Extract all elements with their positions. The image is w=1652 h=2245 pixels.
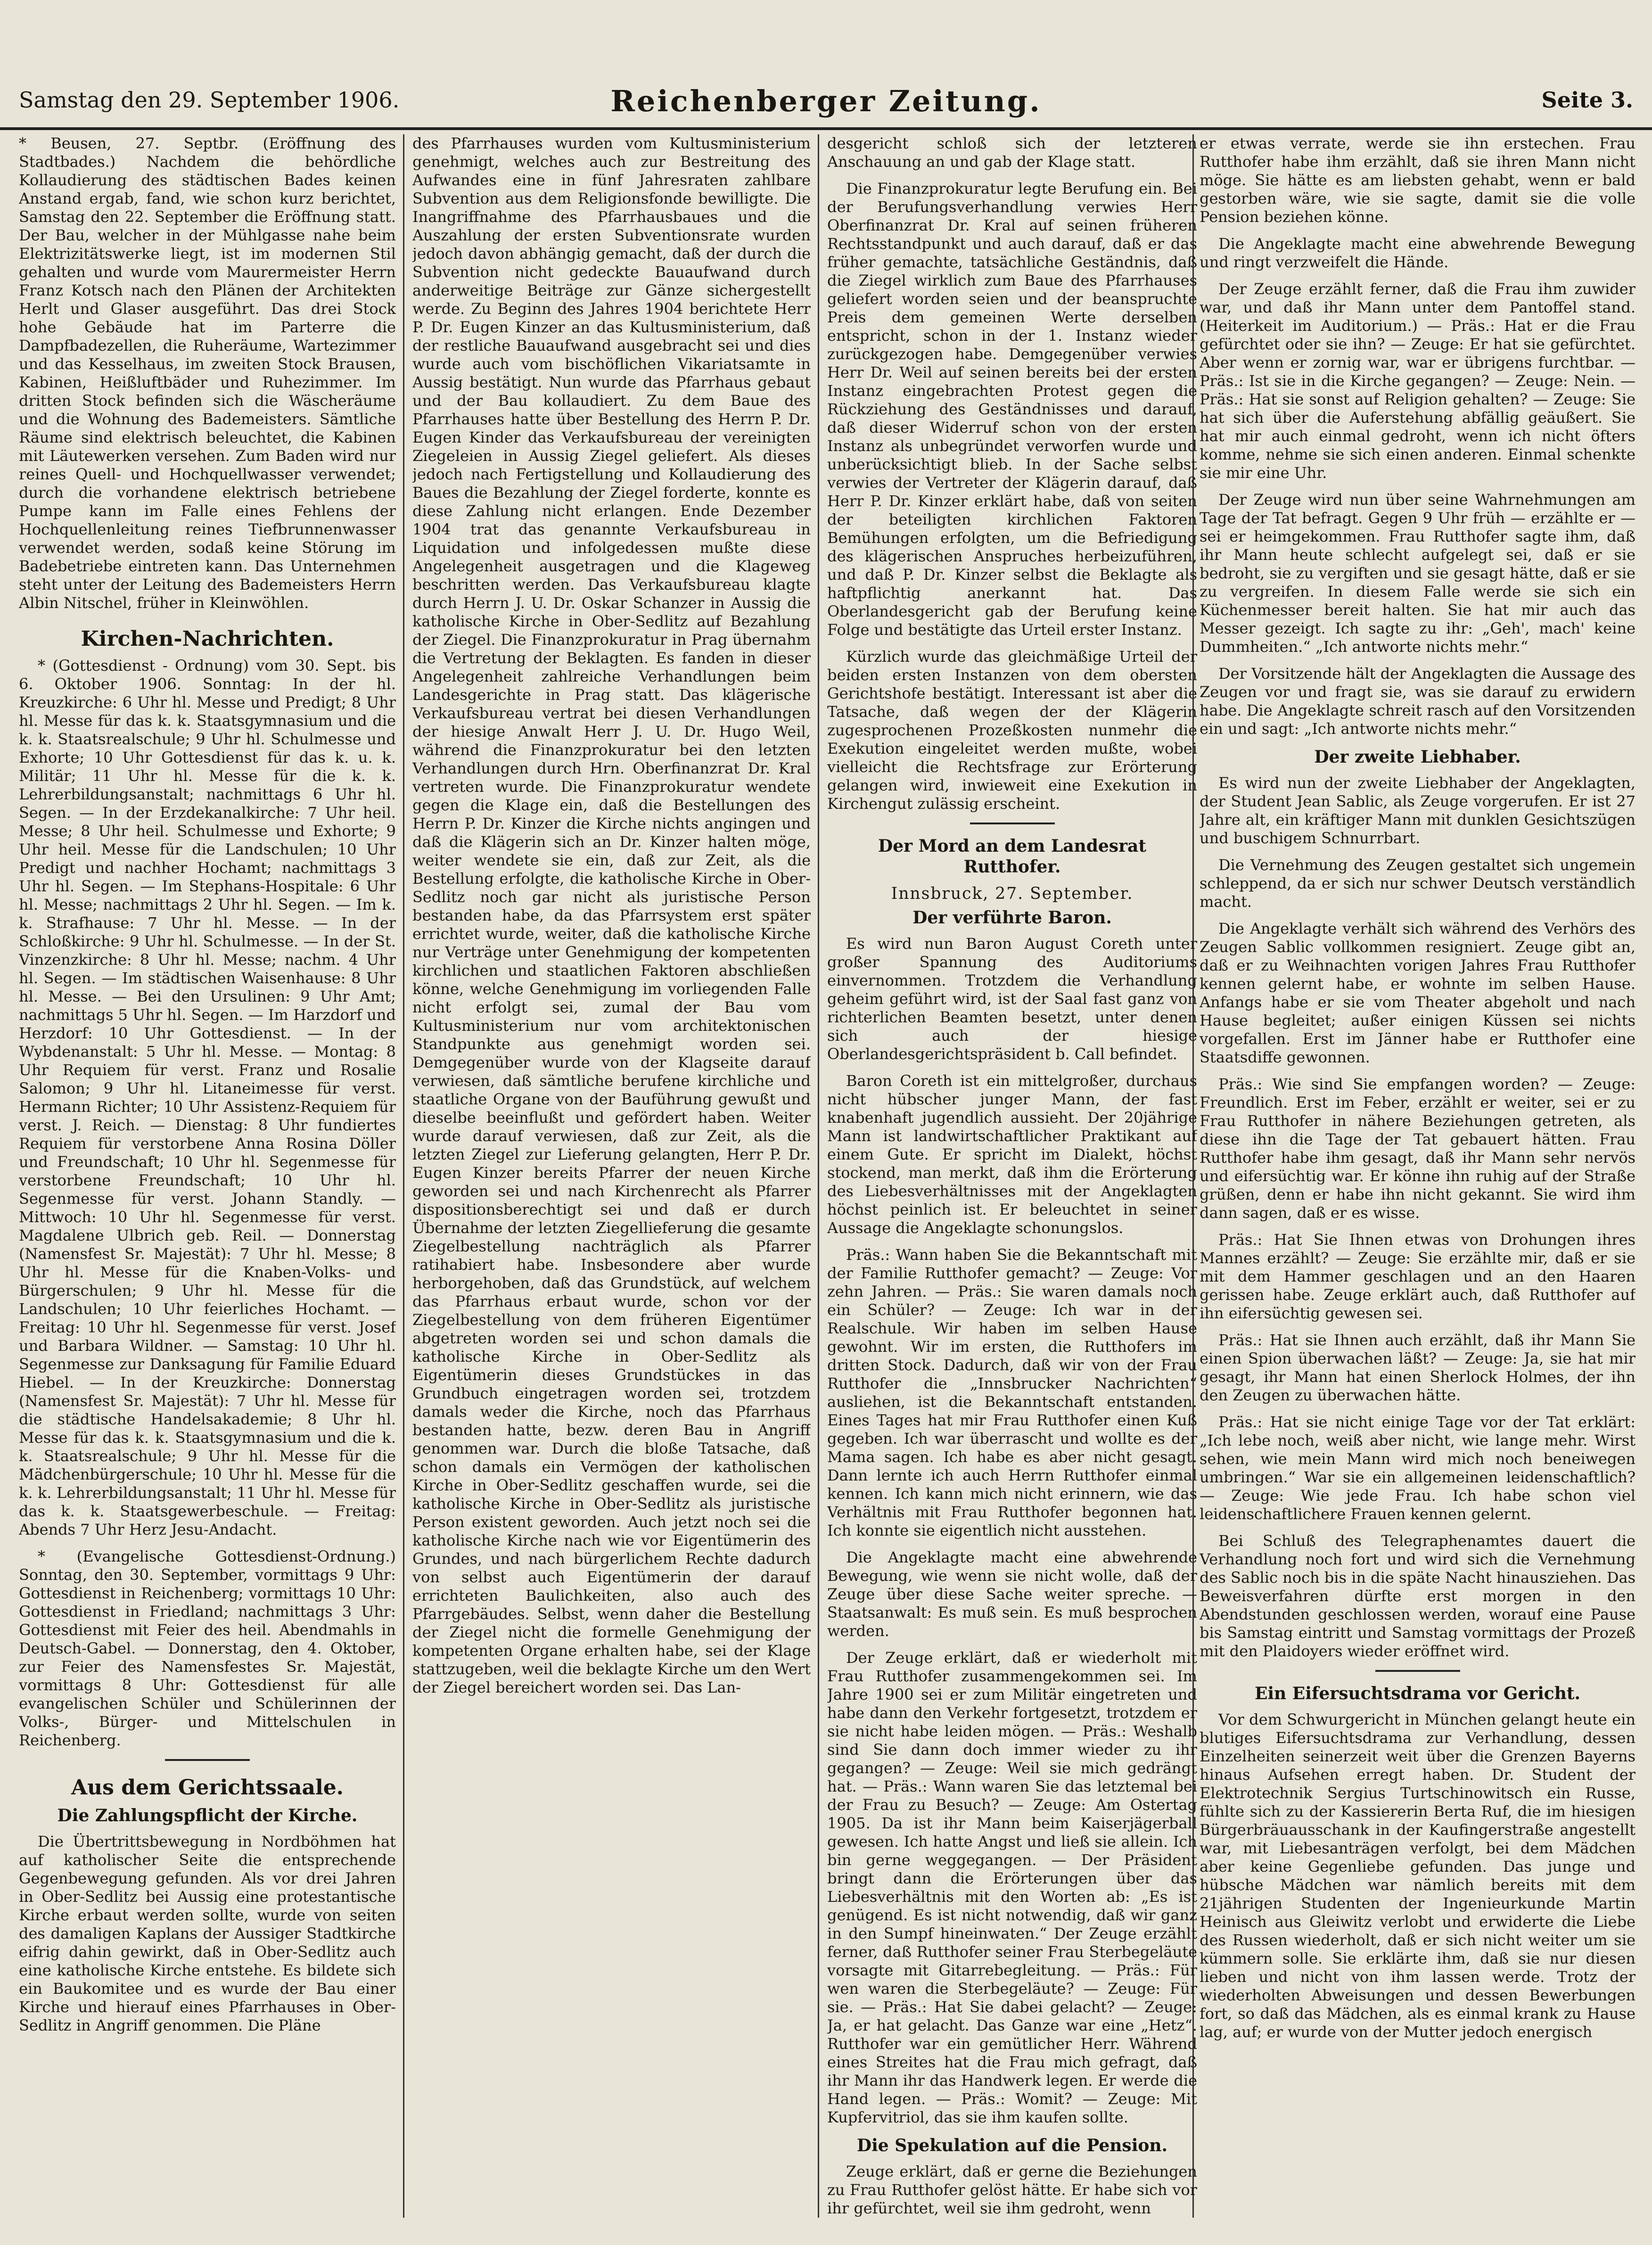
- article-oberster-gerichtshof: Kürzlich wurde das gleichmäßige Urteil der beiden ersten Instanzen von dem obersten Gerichtshofe bestätigt. Interessant ist aber die Tatsache, daß wegen der der Klägerin zugesprochenen Prozeßkosten nunmehr die Exekution eingeleitet werden mußte, wobei vielleicht die Rechtsfrage zur Erörterung gelangen wird, inwieweit eine Exekution in Kirchengut zulässig erscheint.: [827, 648, 1197, 813]
- issue-date: Samstag den 29. September 1906.: [19, 87, 400, 113]
- column-divider: [818, 134, 819, 2218]
- article-title-eifersuchtsdrama: Ein Eifersuchtsdrama vor Gericht.: [1254, 1684, 1581, 1703]
- paragraph: Präs.: Wann haben Sie die Bekanntschaft mit der Familie Rutthofer gemacht? — Zeuge: Vor zehn Jahren. — Präs.: Sie waren damals noch ein Schüler? — Zeuge: Ich war in der Realschule. Wir haben im selben Hause gewohnt. Wir im ersten, die Rutthofers im dritten Stock. Dadurch, daß wir von der Frau Rutthofer die „Innsbrucker Nachrichten“ ausliehen, ist die Bekanntschaft entstanden. Eines Tages hat mir Frau Rutthofer einen Kuß gegeben. Ich war überrascht und wollte es der Mama sagen. Ich habe es aber nicht gesagt. Dann lernte ich auch Herrn Rutthofer einmal kennen. Ich kann mich nicht erinnern, wie das Verhältnis mit Frau Rutthofer begonnen hat. Ich konnte sie eigentlich nicht ausstehen.: [827, 1246, 1197, 1539]
- paragraph: Präs.: Wie sind Sie empfangen worden? — Zeuge: Freundlich. Erst im Feber, erzählt er weiter, sei er zu Frau Rutthofer in nähere Beziehungen getreten, als diese ihn die Tage der Tat gebauert hätten. Frau Rutthofer habe ihm gesagt, daß ihr Mann sehr nervös und eifersüchtig war. Er könne ihn ruhig auf der Straße grüßen, denn er habe ihn nicht gekannt. Sie wird ihm dann sagen, daß er es wisse.: [1200, 1075, 1636, 1222]
- paragraph: Zeuge erklärt, daß er gerne die Beziehungen zu Frau Rutthofer gelöst hätte. Er habe sich vor ihr gefürchtet, weil sie ihm gedroht, wenn: [827, 2163, 1197, 2217]
- section-divider: [165, 1759, 250, 1761]
- article-gottesdienst-ordnung: * (Gottesdienst - Ordnung) vom 30. Sept. bis 6. Oktober 1906. Sonntag: In der hl. Kreuzkirche: 6 Uhr hl. Messe und Predigt; 8 Uhr hl. Messe für das k. k. Staatsgymnasium und die k. k. Staatsrealschule; 9 Uhr hl. Schulmesse und Exhorte; 10 Uhr Gottesdienst für das k. u. k. Militär; 11 Uhr hl. Messe für die k. k. Lehrerbildungsanstalt; nachmittags 6 Uhr hl. Segen. — In der Erzdekanalkirche: 7 Uhr heil. Messe; 8 Uhr heil. Schulmesse und Exhorte; 9 Uhr heil. Messe für die Landschulen; 10 Uhr Predigt und nachher Hochamt; nachmittags 3 Uhr hl. Segen. — Im Stephans-Hospitale: 6 Uhr hl. Messe; nachmittags 2 Uhr hl. Segen. — Im k. k. Strafhause: 7 Uhr hl. Messe. — In der Schloßkirche: 9 Uhr hl. Schulmesse. — In der St. Vinzenzkirche: 8 Uhr hl. Messe; nachm. 4 Uhr hl. Segen. — Im städtischen Waisenhause: 8 Uhr hl. Messe. — Bei den Ursulinen: 9 Uhr Amt; nachmittags 5 Uhr hl. Segen. — Im Harzdorf und Herzdorf: 10 Uhr Gottesdienst. — In der Wybdenanstalt: 5 Uhr hl. Messe. — Montag: 8 Uhr Requiem für verst. Franz und Rosalie Salomon; 9 Uhr hl. Litaneimesse für verst. Hermann Richter; 10 Uhr Assistenz-Requiem für verst. J. Reich. — Dienstag: 8 Uhr fundiertes Requiem für verstorbene Anna Rosina Döller und Freundschaft; 10 Uhr hl. Segenmesse für verstorbene Freundschaft; 10 Uhr hl. Segenmesse für verst. Johann Standly. — Mittwoch: 10 Uhr hl. Segenmesse für verst. Magdalene Ulbrich geb. Reil. — Donnerstag (Namensfest Sr. Majestät): 7 Uhr hl. Messe; 8 Uhr hl. Messe für die Knaben-Volks- und Bürgerschulen; 9 Uhr hl. Messe für die Landschulen; 10 Uhr feierliches Hochamt. — Freitag: 10 Uhr hl. Segenmesse für verst. Josef und Barbara Wildner. — Samstag: 10 Uhr hl. Segenmesse zur Danksagung für Familie Eduard Hiebel. — In der Kreuzkirche: Donnerstag (Namensfest Sr. Majestät): 7 Uhr hl. Messe für die städtische Handelsakademie; 8 Uhr hl. Messe für das k. k. Staatsgymnasium und die k. k. Staatsrealschule; 9 Uhr hl. Messe für die Mädchenbürgerschule; 10 Uhr hl. Messe für die k. k. Lehrerbildungsanstalt; 11 Uhr hl. Messe für das k. k. Staatsgewerbeschule. — Freitag: Abends 7 Uhr Herz Jesu-Andacht.: [19, 657, 396, 1538]
- paragraph: Der Zeuge erklärt, daß er wiederholt mit Frau Rutthofer zusammengekommen sei. Im Jahre 1900 sei er zum Militär eingetreten und habe dann den Verkehr fortgesetzt, trotzdem er sie nicht habe leiden mögen. — Präs.: Weshalb sind Sie dann doch immer wieder zu ihr gegangen? — Zeuge: Weil sie mich gedrängt hat. — Präs.: Wann waren Sie das letztemal bei der Frau zu Besuch? — Zeuge: Am Ostertag 1905. Da ist ihr Mann beim Kaiserjägerball gewesen. Ich hatte Angst und ließ sie allein. Ich bin gerne weggegangen. — Der Präsident bringt dann die Erörterungen über das Liebesverhältnis mit den Worten ab: „Es ist genügend. Es ist nicht notwendig, daß wir ganz in den Sumpf hineinwaten.“ Der Zeuge erzählt ferner, daß Rutthofer seiner Frau Sterbegeläute vorsagte mit Gitarrebegleitung. — Präs.: Für wen waren die Sterbegeläute? — Zeuge: Für sie. — Präs.: Hat Sie dabei gelacht? — Zeuge: Ja, er hat gelacht. Das Ganze war eine „Hetz“. Rutthofer war ein gemütlicher Herr. Während eines Streites hat die Frau mich gefragt, daß ihr Mann ihr das Handwerk legen. Er werde die Hand legen. — Präs.: Womit? — Zeuge: Mit Kupfervitriol, das sie ihm kaufen sollte.: [827, 1649, 1197, 2126]
- article-title-zahlungspflicht: Die Zahlungspflicht der Kirche.: [57, 1806, 358, 1826]
- section-divider: [1375, 1670, 1460, 1672]
- paragraph: Präs.: Hat sie nicht einige Tage vor der Tat erklärt: „Ich lebe noch, weiß aber nicht, wie lange mehr. Wirst sehen, wie mein Mann wird mich noch beneiwegen umbringen.“ War sie ein allgemeinen leidenschaftlich? — Zeuge: Wie jede Frau. Ich habe schon viel leidenschaftlichere Frauen kennen gelernt.: [1200, 1413, 1636, 1523]
- article-zahlungspflicht-continued: des Pfarrhauses wurden vom Kultusministerium genehmigt, welches auch zur Bestreitung des Aufwandes eine in fünf Jahresraten zahlbare Subvention aus dem Religionsfonde bewilligte. Die Inangriffnahme des Pfarrhausbaues und die Auszahlung der ersten Subventionsrate wurden jedoch davon abhängig gemacht, daß der durch die Subvention nicht gedeckte Bauaufwand durch anderweitige Beiträge zur Gänze sichergestellt werde. Zu Beginn des Jahres 1904 berichtete Herr P. Dr. Eugen Kinzer an das Kultusministerium, daß der restliche Bauaufwand ausgebracht sei und dies wurde auch vom bischöflichen Vikariatsamte in Aussig bestätigt. Nun wurde das Pfarrhaus gebaut und der Bau kollaudiert. Zu dem Baue des Pfarrhauses hatte über Bestellung des Herrn P. Dr. Eugen Kinder das Verkaufsbureau der vereinigten Ziegeleien in Aussig Ziegel geliefert. Als dieses jedoch nach Fertigstellung und Kollaudierung des Baues die Bezahlung der Ziegel forderte, konnte es diese Zahlung nicht erlangen. Ende Dezember 1904 trat das genannte Verkaufsbureau in Liquidation und infolgedessen mußte diese Angelegenheit ausgetragen und die Klageweg beschritten werden. Das Verkaufsbureau klagte durch Herrn J. U. Dr. Oskar Schanzer in Aussig die katholische Kirche in Ober-Sedlitz auf Bezahlung der Ziegel. Die Finanzprokuratur in Prag übernahm die Vertretung der Beklagten. Es fanden in dieser Angelegenheit zahlreiche Verhandlungen beim Landesgerichte in Prag statt. Das klägerische Verkaufsbureau vertrat bei diesen Verhandlungen der hiesige Anwalt Herr J. U. Dr. Hugo Weil, während die Finanzprokuratur bei den letzten Verhandlungen durch Hrn. Oberfinanzrat Dr. Kral vertreten wurde. Die Finanzprokuratur wendete gegen die Klage ein, daß die Bestellungen des Herrn P. Dr. Kinzer die Kirche nichts angingen und daß die Klägerin sich an Dr. Kinzer halten möge, weiter wendete sie ein, daß zur Zeit, als die Bestellung erfolgte, die katholische Kirche in Ober-Sedlitz noch gar nicht als juristische Person bestanden habe, da das Pfarrsystem erst später errichtet wurde, weiter, daß die katholische Kirche nur Verträge unter Genehmigung der kompetenten kirchlichen und staatlichen Faktoren abschließen könne, welche Genehmigung im vorliegenden Falle nicht erfolgt sei, zumal der Bau vom Kultusministerium nur vom architektonischen Standpunkte aus genehmigt worden sei. Demgegenüber wurde von der Klagseite darauf verwiesen, daß sämtliche berufene kirchliche und staatliche Organe von der Bauführung gewußt und dieselbe beeinflußt und gefördert haben. Weiter wurde darauf verwiesen, daß zur Zeit, als die letzten Ziegel zur Lieferung gelangten, Herr P. Dr. Eugen Kinzer bereits Pfarrer der neuen Kirche geworden sei und nach Kirchenrecht als Pfarrer dispositionsberechtigt sei und daß er durch Übernahme der letzten Ziegellieferung die gesamte Ziegelbestellung nachträglich als Pfarrer ratihabiert habe. Insbesondere aber wurde herborgehoben, daß das Grundstück, auf welchem das Pfarrhaus erbaut wurde, schon vor der Ziegelbestellung von dem früheren Eigentümer abgetreten worden sei und schon damals die katholische Kirche in Ober-Sedlitz als Eigentümerin dieses Grundstückes in das Grundbuch eingetragen worden sei, trotzdem damals weder die Kirche, noch das Pfarrhaus bestanden hatte, bezw. deren Bau in Angriff genommen war. Durch die bloße Tatsache, daß schon damals ein Vermögen der katholischen Kirche in Ober-Sedlitz geschaffen wurde, sei die katholische Kirche in Ober-Sedlitz als juristische Person existent geworden. Auch jetzt noch sei die katholische Kirche nach wie vor Eigentümerin des Grundes, und nach bürgerlichem Rechte dadurch von selbst auch Eigentümerin der darauf errichteten Baulichkeiten, also auch des Pfarrgebäudes. Selbst, wenn daher die Bestellung der Ziegel nicht die formelle Genehmigung der kompetenten Organe erhalten habe, sei der Klage stattzugeben, weil die beklagte Kirche um den Wert der Ziegel bereichert worden sei. Das Lan-: [412, 134, 811, 1696]
- subheading-verfuehrte-baron: Der verführte Baron.: [912, 908, 1112, 928]
- paragraph: Baron Coreth ist ein mittelgroßer, durchaus nicht hübscher junger Mann, der fast knabenhaft jugendlich aussieht. Der 20jährige Mann ist landwirtschaftlicher Praktikant auf einem Gute. Er spricht im Dialekt, höchst stockend, man merkt, daß ihm die Erörterung des Liebesverhältnisses mit der Angeklagten höchst peinlich ist. Er beleuchtet in seiner Aussage die Angeklagte schonungslos.: [827, 1072, 1197, 1237]
- paragraph: Der Zeuge erzählt ferner, daß die Frau ihm zuwider war, und daß ihr Mann unter dem Pantoffel stand. (Heiterkeit im Auditorium.) — Präs.: Hat er die Frau gefürchtet oder sie ihn? — Zeuge: Er hat sie gefürchtet. Aber wenn er zornig war, war er übrigens furchtbar. — Präs.: Ist sie in die Kirche gegangen? — Zeuge: Nein. — Präs.: Hat sie sonst auf Religion gehalten? — Zeuge: Sie hat sich über die Auferstehung abfällig geäußert. Sie hat mir auch einmal gedroht, wenn ich nicht öfters komme, nehme sie sich einen anderen. Einmal schenkte sie mir eine Uhr.: [1200, 280, 1636, 482]
- paragraph: Es wird nun der zweite Liebhaber der Angeklagten, der Student Jean Sablic, als Zeuge vorgerufen. Er ist 27 Jahre alt, ein kräftiger Mann mit dunklen Gesichtszügen und buschigem Schnurrbart.: [1200, 774, 1636, 847]
- paragraph: Die Angeklagte macht eine abwehrende Bewegung, wie wenn sie nicht wolle, daß der Zeuge über diese Sache weiter spreche. — Staatsanwalt: Es muß sein. Es muß besprochen werden.: [827, 1548, 1197, 1640]
- section-heading-church-news: Kirchen-Nachrichten.: [81, 627, 334, 651]
- masthead: [0, 0, 1652, 130]
- section-divider: [970, 822, 1055, 824]
- paragraph: Die Angeklagte macht eine abwehrende Bewegung und ringt verzweifelt die Hände.: [1200, 235, 1636, 271]
- paragraph: Präs.: Hat sie Ihnen auch erzählt, daß ihr Mann Sie einen Spion überwachen läßt? — Zeuge: Ja, sie hat mir gesagt, ihr Mann hat einen Sherlock Holmes, der ihn den Zeugen zu überwachen hätte.: [1200, 1331, 1636, 1404]
- paragraph: Bei Schluß des Telegraphenamtes dauert die Verhandlung noch fort und wird sich die Vernehmung des Sablic noch bis in die späte Nacht hinausziehen. Das Beweisverfahren dürfte erst morgen in den Abendstunden geschlossen werden, worauf eine Pause bis Samstag eintritt und Samstag vormittags der Prozeß mit den Plaidoyers wieder eröffnet wird.: [1200, 1532, 1636, 1660]
- newspaper-title: Reichenberger Zeitung.: [610, 84, 1042, 118]
- article-zahlungspflicht-end: desgericht schloß sich der letzteren Anschauung an und gab der Klage statt.: [827, 134, 1197, 171]
- paragraph: Präs.: Hat Sie Ihnen etwas von Drohungen ihres Mannes erzählt? — Zeuge: Sie erzählte mir, daß er sie mit dem Hammer geschlagen und an den Haaren gerissen habe. Zeuge erklärt auch, daß Rutthofer auf ihn eifersüchtig gewesen sei.: [1200, 1231, 1636, 1322]
- column-3: [827, 134, 1197, 2232]
- subheading-zweite-liebhaber: Der zweite Liebhaber.: [1314, 747, 1521, 767]
- column-divider: [403, 134, 404, 2218]
- article-zahlungspflicht-start: Die Übertrittsbewegung in Nordböhmen hat auf katholischer Seite die entsprechende Gegenbewegung gefunden. Als vor drei Jahren in Ober-Sedlitz bei Aussig eine protestantische Kirche erbaut werden sollte, wurde von seiten des damaligen Kaplans der Aussiger Stadtkirche eifrig dahin gewirkt, daß in Ober-Sedlitz auch eine katholische Kirche entstehe. Es bildete sich ein Baukomitee und es wurde der Bau einer Kirche und hierauf eines Pfarrhauses in Ober-Sedlitz in Angriff genommen. Die Pläne: [19, 1833, 396, 2034]
- paragraph: Es wird nun Baron August Coreth unter großer Spannung des Auditoriums einvernommen. Trotzdem die Verhandlung geheim geführt wird, ist der Saal fast ganz von richterlichen Beamten besetzt, unter denen sich auch der hiesige Oberlandesgerichtspräsident b. Call befindet.: [827, 935, 1197, 1063]
- article-title-mord-rutthofer: Der Mord an dem Landesrat Rutthofer.: [878, 836, 1146, 877]
- paragraph: Die Angeklagte verhält sich während des Verhörs des Zeugen Sablic vollkommen resigniert. Zeuge gibt an, daß er zu Weihnachten vorigen Jahres Frau Rutthofer kennen gelernt habe, er wohnte im selben Hause. Anfangs habe er sie vom Theater abgeholt und nach Hause begleitet; außer einigen Küssen sei nichts vorgefallen. Erst im Jänner habe er Rutthofer eine Staatsdiffe gewonnen.: [1200, 920, 1636, 1066]
- paragraph: Der Vorsitzende hält der Angeklagten die Aussage des Zeugen vor und fragt sie, was sie darauf zu erwidern habe. Die Angeklagte schreit rasch auf den Vorsitzenden ein und sagt: „Ich antworte nichts mehr.“: [1200, 665, 1636, 738]
- article-eifersuchtsdrama: Vor dem Schwurgericht in München gelangt heute ein blutiges Eifersuchtsdrama zur Verhandlung, dessen Einzelheiten seinerzeit weit über die Grenzen Bayerns hinaus Aufsehen erregt haben. Dr. Student der Elektrotechnik Sergius Turtschinowitsch ein Russe, fühlte sich zu der Kassiererin Berta Ruf, die im hiesigen Bürgerbräuausschank in der Kaufingerstraße angestellt war, mit Liebesanträgen verfolgt, bei dem Mädchen aber keine Gegenliebe gefunden. Das junge und hübsche Mädchen war nämlich bereits mit dem 21jährigen Studenten der Ingenieurkunde Martin Heinisch aus Gleiwitz verlobt und erwiderte die Liebe des Russen wiederholt, daß er sich nicht weiter um sie kümmern solle. Sie erklärte ihm, daß sie nur diesen lieben und nicht von ihm lassen werde. Trotz der wiederholten Abweisungen und dessen Bewerbungen fort, so daß das Mädchen, als es einmal krank zu Hause lag, auf; er wurde von der Mutter jedoch energisch: [1200, 1710, 1636, 2041]
- article-evangelische-ordnung: * (Evangelische Gottesdienst-Ordnung.) Sonntag, den 30. September, vormittags 9 Uhr: Gottesdienst in Reichenberg; vormittags 10 Uhr: Gottesdienst in Friedland; nachmittags 3 Uhr: Gottesdienst mit Feier des heil. Abendmahls in Deutsch-Gabel. — Donnerstag, den 4. Oktober, zur Feier des Namensfestes Sr. Majestät, vormittags 8 Uhr: Gottesdienst für alle evangelischen Schüler und Schülerinnen der Volks-, Bürger- und Mittelschulen in Reichenberg.: [19, 1547, 396, 1749]
- paragraph: Die Vernehmung des Zeugen gestaltet sich ungemein schleppend, da er sich nur schwer Deutsch verständlich macht.: [1200, 856, 1636, 911]
- page-number: Seite 3.: [1541, 87, 1633, 113]
- section-heading-court: Aus dem Gerichtssaale.: [71, 1776, 344, 1800]
- paragraph: Der Zeuge wird nun über seine Wahrnehmungen am Tage der Tat befragt. Gegen 9 Uhr früh — erzählte er — sei er heimgekommen. Frau Rutthofer sagte ihm, daß ihr Mann heute schlecht aufgelegt sei, daß er sie bedroht, sie zu vergiften und sie gesagt hätte, daß er sie zu vergreifen. In diesem Falle werde sie sich ein Küchenmesser bereit halten. Sie hat mir auch das Messer gezeigt. Ich sagte zu ihr: „Geh', mach' keine Dummheiten.“ „Ich antworte nichts mehr.“: [1200, 491, 1636, 656]
- article-stadtbad: * Beusen, 27. Septbr. (Eröffnung des Stadtbades.) Nachdem die behördliche Kollaudierung des städtischen Bades keinen Anstand ergab, fand, wie schon kurz berichtet, Samstag den 22. September die Eröffnung statt. Der Bau, welcher in der Mühlgasse nahe beim Elektrizitätswerke liegt, ist im modernen Stil gehalten und wurde vom Maurermeister Herrn Franz Kotsch nach den Plänen der Architekten Herlt und Glaser ausgeführt. Das drei Stock hohe Gebäude hat im Parterre die Dampfbadezellen, die Ruheräume, Wartezimmer und das Kesselhaus, im zweiten Stock Brausen, Kabinen, Heißluftbäder und Ruhezimmer. Im dritten Stock befinden sich die Wäscheräume und die Wohnung des Bademeisters. Sämtliche Räume sind elektrisch beleuchtet, die Kabinen mit Läutewerken versehen. Zum Baden wird nur reines Quell- und Hochquellwasser verwendet; durch die vorhandene elektrisch betriebene Pumpe kann im Falle eines Fehlens der Hochquellenleitung reines Tiefbrunnenwasser verwendet werden, sodaß keine Störung im Badebetriebe eintreten kann. Das Unternehmen steht unter der Leitung des Bademeisters Herrn Albin Nitschel, früher in Kleinwöhlen.: [19, 134, 396, 612]
- dateline: Innsbruck, 27. September.: [891, 884, 1134, 903]
- column-4: [1200, 134, 1636, 2232]
- subheading-spekulation: Die Spekulation auf die Pension.: [856, 2136, 1168, 2155]
- article-berufung: Die Finanzprokuratur legte Berufung ein. Bei der Berufungsverhandlung verwies Herr Oberfinanzrat Dr. Kral auf seinen früheren Rechtsstandpunkt und auch darauf, daß er das früher gemachte, tatsächliche Geständnis, daß die Ziegel wirklich zum Baue des Pfarrhauses geliefert worden seien und der beanspruchte Preis dem gemeinen Werte derselben entspricht, schon in der 1. Instanz wieder zurückgezogen habe. Demgegenüber verwies Herr Dr. Weil auf seinen bereits bei der ersten Instanz eingebrachten Protest gegen die Rückziehung des Geständnisses und darauf, daß dieser Widerruf schon von der ersten Instanz als unbegründet verworfen wurde und unberücksichtigt blieb. In der Sache selbst verwies der Vertreter der Klägerin darauf, daß Herr P. Dr. Kinzer erklärt habe, daß von seiten der beteiligten kirchlichen Faktoren Bemühungen erfolgten, um die Befriedigung des klägerischen Anspruches herbeizuführen, und daß P. Dr. Kinzer selbst die Beklagte als haftpflichtig anerkannt hat. Das Oberlandesgericht gab der Berufung keine Folge und bestätigte das Urteil erster Instanz.: [827, 180, 1197, 639]
- column-2: [412, 134, 811, 2232]
- paragraph: er etwas verrate, werde sie ihn erstechen. Frau Rutthofer habe ihm erzählt, daß sie ihren Mann nicht möge. Sie hätte es am liebsten gehabt, wenn er bald gestorben wäre, wie sie sagte, damit sie die volle Pension beziehen könne.: [1200, 134, 1636, 226]
- column-1: [19, 134, 396, 2232]
